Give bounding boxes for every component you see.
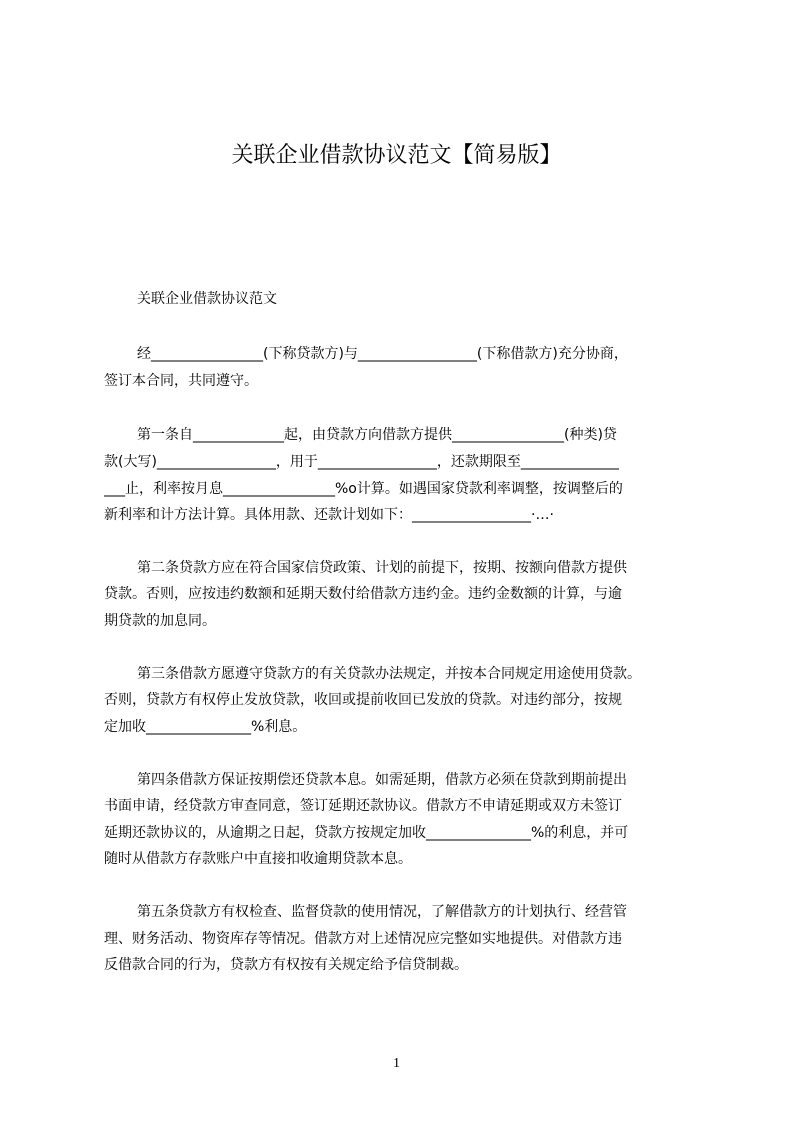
paragraph-line: 第三条借款方愿遵守贷款方的有关贷款办法规定，并按本合同规定用途使用贷款。 <box>137 666 641 682</box>
paragraph-line: 延期还款协议的，从逾期之日起，贷款方按规定加收_______________%的利息，并可 <box>104 825 629 841</box>
paragraph-line: 签订本合同，共同遵守。 <box>104 373 258 389</box>
document-subtitle: 关联企业借款协议范文 <box>137 291 277 307</box>
paragraph-line: 书面申请，经贷款方审查同意，签订延期还款协议。借款方不申请延期或双方未签订 <box>104 798 622 814</box>
paragraph-line: 第一条自_____________起，由贷款方向借款方提供________________(种类)贷 <box>137 427 617 443</box>
paragraph-line: 第四条借款方保证按期偿还贷款本息。如需延期，借款方必须在贷款到期前提出 <box>137 772 627 788</box>
paragraph-line: 经________________(下称贷款方)与_________________(下称借款方)充分协商， <box>137 346 628 362</box>
document-title: 关联企业借款协议范文【简易版】 <box>231 143 562 168</box>
paragraph-line: 期贷款的加息同。 <box>104 613 216 629</box>
paragraph-line: 理、财务活动、物资库存等情况。借款方对上述情况应完整如实地提供。对借款方违 <box>104 931 622 947</box>
paragraph-line: 第五条贷款方有权检查、监督贷款的使用情况，了解借款方的计划执行、经营管 <box>137 904 627 920</box>
paragraph-line: ___止，利率按月息________________%o计算。如遇国家贷款利率调整，按调整后的 <box>104 481 623 497</box>
page-number: 1 <box>393 1056 400 1071</box>
paragraph-line: 定加收_______________%利息。 <box>104 719 307 735</box>
paragraph-line: 反借款合同的行为，贷款方有权按有关规定给予信贷制裁。 <box>104 957 468 973</box>
paragraph-line: 第二条贷款方应在符合国家信贷政策、计划的前提下，按期、按额向借款方提供 <box>137 560 627 576</box>
paragraph-line: 随时从借款方存款账户中直接扣收逾期贷款本息。 <box>104 851 412 867</box>
paragraph-line: 新利率和计方法计算。具体用款、还款计划如下：_________________·…· <box>104 507 554 523</box>
paragraph-line: 否则，贷款方有权停止发放贷款，收回或提前收回已发放的贷款。对违约部分，按规 <box>104 692 622 708</box>
paragraph-line: 款(大写)_________________，用于_________________，还款期限至______________ <box>104 454 619 470</box>
paragraph-line: 贷款。否则，应按违约数额和延期天数付给借款方违约金。违约金数额的计算，与逾 <box>104 586 622 602</box>
